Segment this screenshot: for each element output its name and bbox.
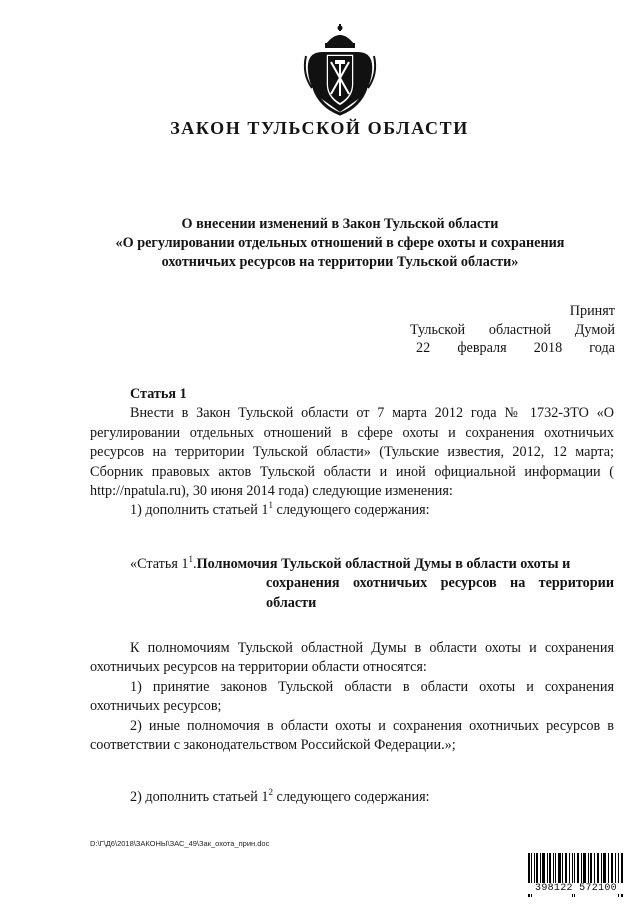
adopted-year: 2018: [533, 340, 563, 356]
law-title-line: «О регулировании отдельных отношений в сфере охоты и сохранения: [115, 235, 565, 251]
item-text: следующего содержания:: [272, 502, 430, 519]
adoption-block: [410, 302, 615, 358]
new-article-point: 2) иные полномочия в области охоты и сохранения охотничьих ресурсов в соответствии с законодательством Российской Федерации.»;: [90, 717, 614, 754]
amendment-item-1: [90, 501, 614, 520]
adopted-date: [410, 339, 615, 358]
barcode-number: 398122 572100: [528, 883, 624, 894]
adopted-year-word: года: [589, 340, 615, 356]
adopted-by-word: Думой: [574, 321, 615, 338]
new-article-label: «Статья 1: [130, 555, 189, 572]
law-title: [60, 215, 620, 272]
adopted-by-word: Тульской: [410, 321, 466, 338]
new-article-intro: К полномочиям Тульской областной Думы в области охоты и сохранения охотничьих ресурсов на территории области относятся:: [90, 640, 614, 676]
adopted-month: февраля: [457, 340, 507, 356]
new-article-dot: .: [193, 555, 197, 572]
amendment-item-2: [90, 788, 614, 807]
law-title-line: О внесении изменений в Закон Тульской области: [181, 216, 499, 232]
new-article-prefix: [90, 555, 197, 574]
superscript: 1: [188, 553, 194, 564]
item-text: следующего содержания:: [272, 788, 430, 805]
adopted-by: [410, 321, 615, 340]
adopted-day: 22: [416, 340, 431, 356]
law-title-line: охотничьих ресурсов на территории Тульской области»: [161, 254, 519, 270]
superscript: 2: [268, 786, 273, 797]
adopted-by-word: областной: [488, 321, 551, 338]
article-1-intro: Внести в Закон Тульской области от 7 марта 2012 года № 1732-ЗТО «О регулировании отдельных отношений в сфере охоты и сохранения охотничьих ресурсов на территории Тульской области» (Тульские известия, 2012, 12 марта; Сборник правовых актов Тульской области и иной официальной информации ( http://npatula.ru), 30 июня 2014 года) следующие изменения:: [90, 405, 614, 500]
document-body: [90, 385, 614, 807]
item-text: 2) дополнить статьей 1: [130, 788, 269, 805]
new-article-point: 1) принятие законов Тульской области в области охоты и сохранения охотничьих ресурсов;: [90, 678, 614, 715]
law-header: ЗАКОН ТУЛЬСКОЙ ОБЛАСТИ: [170, 118, 469, 138]
new-article-heading: [90, 555, 614, 574]
new-article-title-line: сохранения охотничьих ресурсов на территории области: [266, 575, 614, 611]
article-1-heading: Статья 1: [130, 386, 187, 402]
file-path: D:\Г\Д6\2018\ЗАКОНЫ\ЗАС_49\Зак_охота_прин.doc: [90, 839, 270, 848]
item-text: 1) дополнить статьей 1: [130, 502, 269, 519]
adopted-word: Принят: [569, 303, 615, 319]
new-article-title-line: Полномочия Тульской областной Думы в области охоты и: [196, 555, 571, 572]
superscript: 1: [268, 500, 273, 511]
tula-coat-of-arms-icon: [300, 22, 380, 118]
